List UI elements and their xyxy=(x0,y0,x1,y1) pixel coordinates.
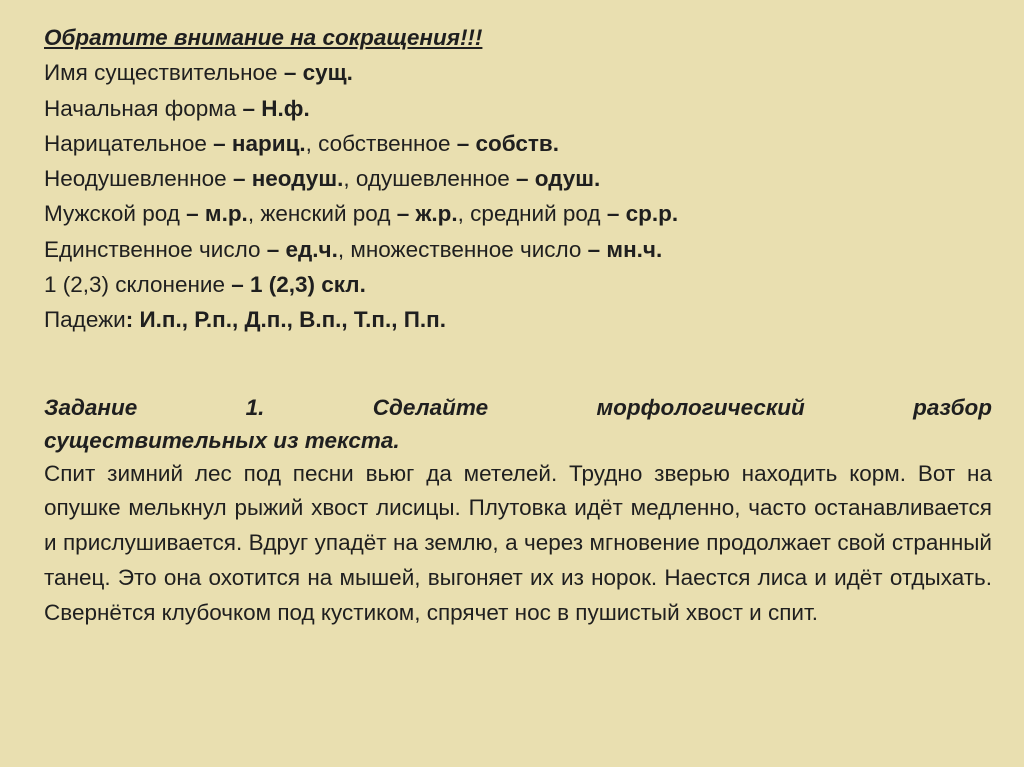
abbreviation-line xyxy=(44,267,992,302)
abbr-text: Мужской род xyxy=(44,201,187,227)
abbr-text: , множественное число xyxy=(337,236,588,262)
abbreviation-line xyxy=(44,161,992,196)
task-title-word: Сделайте xyxy=(372,394,489,420)
abbr-text: Падежи xyxy=(44,307,126,333)
abbr-short: – Н.ф. xyxy=(242,95,310,121)
abbreviation-line xyxy=(44,196,992,231)
abbreviation-line xyxy=(44,55,992,90)
abbr-short: – нариц. xyxy=(213,130,306,156)
abbr-short: – 1 (2,3) скл. xyxy=(231,272,366,298)
abbr-short: – одуш. xyxy=(516,166,601,192)
abbreviation-line xyxy=(44,232,992,267)
task-title-word: морфологический xyxy=(596,394,805,420)
abbr-text: , одушевленное xyxy=(343,166,517,192)
task-text: Спит зимний лес под песни вьюг да метелей. Трудно зверью находить корм. Вот на опушке мелькнул рыжий хвост лисицы. Плутовка идёт медленно, часто останавливается и прислушивается. Вдруг упадёт на землю, а через мгновение продолжает свой странный танец. Это она охотится на мышей, выгоняет их из норок. Наестся лиса и идёт отдыхать. Свернётся клубочком под кустиком, спрячет нос в пушистый хвост и спит. xyxy=(44,460,992,625)
abbr-text: Нарицательное xyxy=(44,130,214,156)
abbr-short: – ж.р. xyxy=(396,201,458,227)
task-title-word: 1. xyxy=(245,394,265,420)
abbreviations-list xyxy=(44,55,992,337)
abbr-text: Имя существительное xyxy=(44,60,284,86)
abbr-short: – неодуш. xyxy=(232,166,344,192)
abbr-short: – м.р. xyxy=(186,201,248,227)
abbr-short: – мн.ч. xyxy=(587,236,663,262)
abbr-short: – ед.ч. xyxy=(266,236,338,262)
task-title-line-2: существительных из текста. xyxy=(44,427,400,453)
abbreviation-line xyxy=(44,91,992,126)
task-title-line-1 xyxy=(44,391,992,424)
abbreviation-line xyxy=(44,126,992,161)
abbr-text: , средний род xyxy=(457,201,607,227)
abbr-short: – ср.р. xyxy=(606,201,679,227)
slide xyxy=(44,20,992,747)
abbr-short: : И.п., Р.п., Д.п., В.п., Т.п., П.п. xyxy=(125,307,446,333)
abbreviation-line xyxy=(44,302,992,337)
abbreviations-heading: Обратите внимание на сокращения!!! xyxy=(44,25,483,50)
abbr-text: 1 (2,3) склонение xyxy=(44,272,232,298)
abbr-text: , собственное xyxy=(305,130,457,156)
task-title-word: разбор xyxy=(913,394,992,420)
task-title-word: Задание xyxy=(44,394,138,420)
abbr-text: Единственное число xyxy=(44,236,267,262)
abbr-text: Неодушевленное xyxy=(44,166,233,192)
abbr-short: – собств. xyxy=(456,130,559,156)
abbr-text: , женский род xyxy=(247,201,397,227)
task-title xyxy=(44,391,992,457)
abbr-short: – сущ. xyxy=(283,60,353,86)
abbr-text: Начальная форма xyxy=(44,95,243,121)
